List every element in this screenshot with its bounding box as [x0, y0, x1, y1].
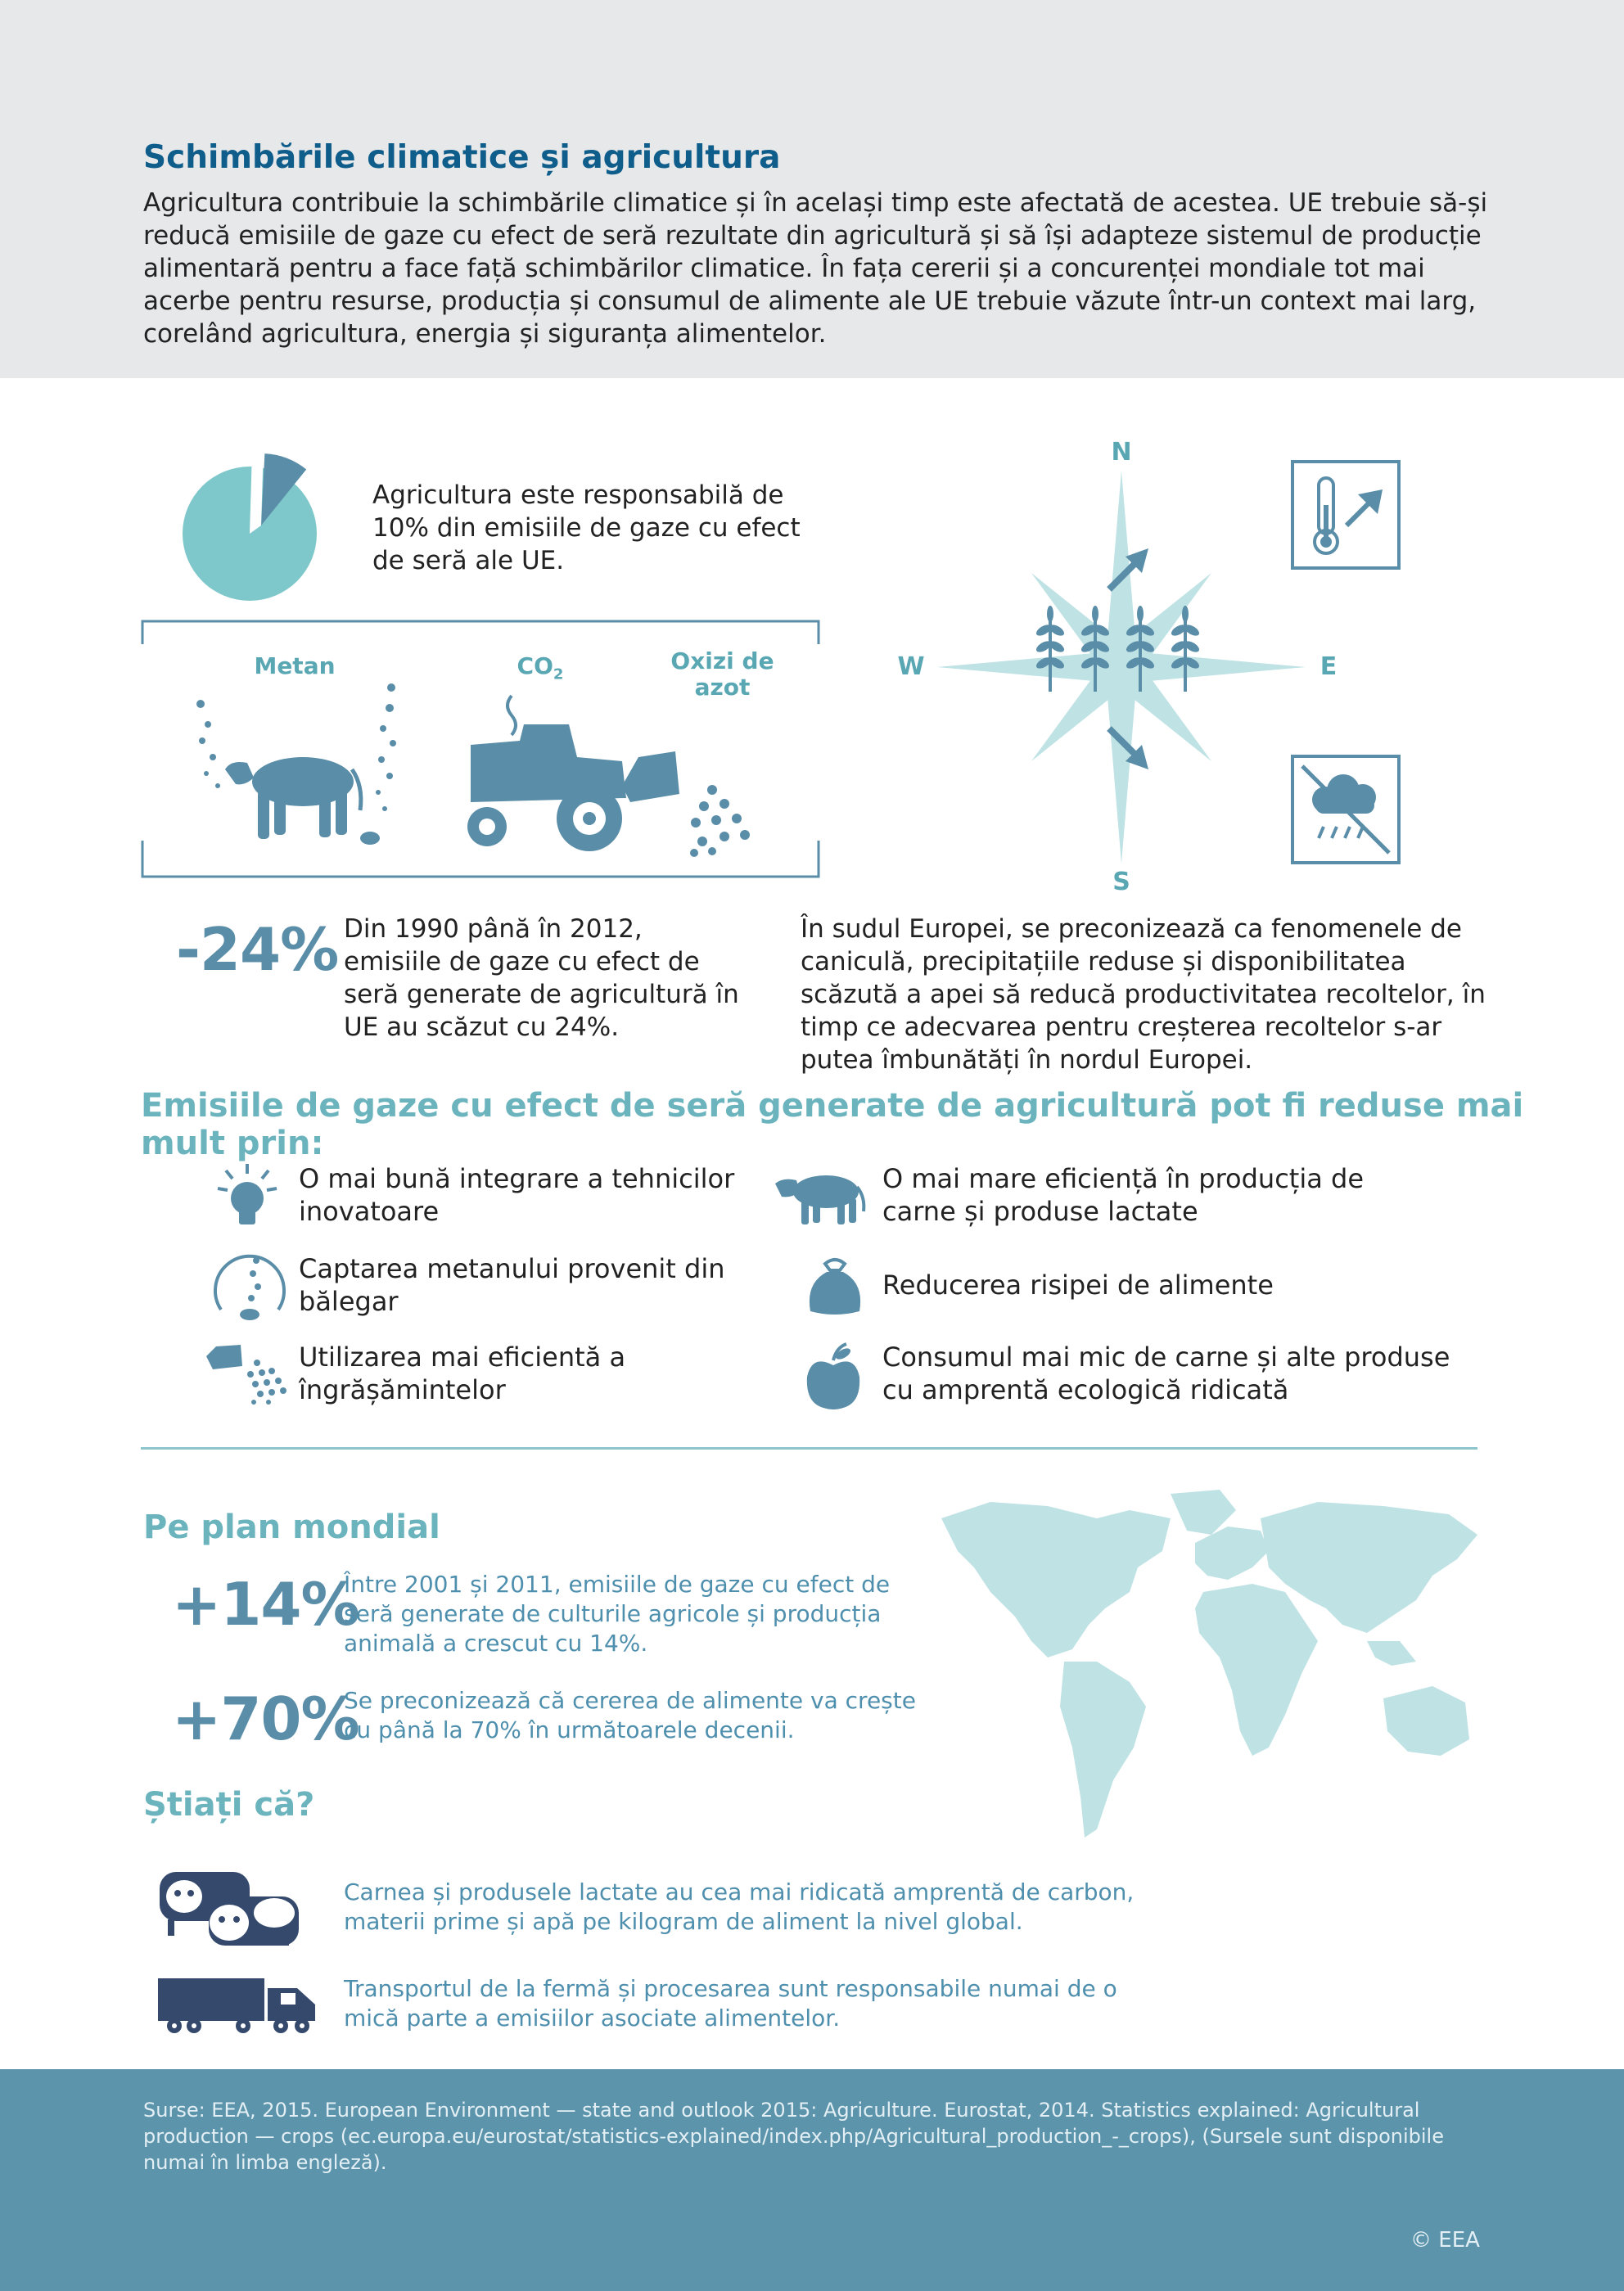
south-america — [1060, 1662, 1146, 1838]
pie-text: Agricultura este responsabilă de 10% din emisiile de gaze cu efect de seră ale UE. — [372, 480, 801, 575]
cows-pair-icon — [151, 1864, 323, 1946]
compass-w: W — [897, 652, 925, 681]
compass-s: S — [1112, 868, 1130, 896]
reduction-item-6: Consumul mai mic de carne și alte produse cu amprentă ecologică ridicată — [882, 1342, 1450, 1405]
page-title: Schimbările climatice și agricultura — [143, 139, 781, 176]
world-map-icon — [925, 1486, 1482, 1846]
reduction-item-2: O mai mare eficiență în producția de carne și produse lactate — [882, 1163, 1365, 1227]
fertilizer-icon — [205, 1338, 295, 1412]
compass-e: E — [1320, 652, 1338, 681]
did-you-know-fact2: Transportul de la fermă și procesarea sunt responsabile numai de o mică parte a emisiilor asociate alimentelor. — [344, 1975, 1117, 2032]
tractor-icon — [462, 696, 643, 851]
north-america — [941, 1502, 1171, 1657]
africa — [1195, 1584, 1318, 1756]
reduction-item-4: Reducerea risipei de alimente — [882, 1270, 1274, 1301]
cow-icon — [774, 1162, 872, 1228]
reduction-heading: Emisiile de gaze cu efect de seră generate de agricultură pot fi reduse mai mult prin: — [141, 1087, 1524, 1162]
did-you-know-fact1: Carnea și produsele lactate au cea mai ridicată amprentă de carbon, materii prime și apă pe kilogram de aliment la nivel global. — [344, 1878, 1135, 1935]
compass-text: În sudul Europei, se preconizează ca fenomenele de caniculă, precipitațiile reduse și disponibilitatea scăzută a apei să reducă productivitatea recoltelor, în timp ce adecvarea pentru creșterea recoltelor s-ar putea îmbunătăți în nordul Europei. — [801, 914, 1486, 1075]
footer-sources: Surse: EEA, 2015. European Environment — state and outlook 2015: Agriculture. Eurostat, 2014. Statistics explained: Agricultural production — crops (ec.europa.eu/eurostat/statistics-explained/index.php/Agricultural_production_-_crops), (Sursele sunt disponibile numai în limba engleză). — [143, 2099, 1444, 2174]
southeast-asia — [1367, 1641, 1416, 1666]
cow-methane-icon — [188, 688, 434, 851]
eu-trend-value: -24% — [176, 915, 339, 984]
reduction-item-5: Utilizarea mai eficientă a îngrășămintelor — [299, 1342, 626, 1405]
global-stat2-text: Se preconizează că cererea de alimente va crește cu până la 70% în următoarele decenii. — [344, 1687, 916, 1743]
waste-bag-icon — [802, 1254, 868, 1319]
reduced-rain-icon — [1291, 755, 1401, 864]
global-stat1-text: Între 2001 și 2011, emisiile de gaze cu efect de seră generate de culturile agricole și producția animală a crescut cu 14%. — [344, 1571, 891, 1657]
global-stat2-value: +70% — [172, 1684, 359, 1753]
eu-trend-text: Din 1990 până în 2012, emisiile de gaze cu efect de seră generate de agricultură în UE au scăzut cu 24%. — [344, 914, 739, 1042]
lightbulb-icon — [214, 1162, 280, 1228]
reduction-item-3: Captarea metanului provenit din bălegar — [299, 1253, 725, 1317]
apple-icon — [801, 1342, 866, 1416]
compass-rose-icon — [888, 471, 1347, 864]
co2-subscript: 2 — [553, 665, 564, 683]
co2-text: CO — [517, 652, 553, 679]
thermometer-rising-icon — [1291, 460, 1401, 570]
truck-icon — [158, 1977, 322, 2034]
reduction-item-1: O mai bună integrare a tehnicilor inovatoare — [299, 1163, 735, 1227]
pie-chart — [176, 442, 340, 606]
intro-paragraph: Agricultura contribuie la schimbările climatice și în același timp este afectată de acestea. UE trebuie să-și reducă emisiile de gaze cu efect de seră rezultate din agricultură și să își adapteze sistemul de producție alimentară pentru a face față schimbărilor climatice. În fața cererii și a concurenței mondiale tot mai acerbe pentru resurse, producția și consumul de alimente ale UE trebuie văzute într-un context mai larg, corelând agricultura, energia și siguranța alimentelor. — [143, 188, 1488, 349]
label-co2 — [491, 652, 589, 683]
methane-capture-icon — [209, 1246, 291, 1328]
label-nitrogen: Oxizi de azot — [670, 647, 774, 701]
header-band — [0, 0, 1624, 378]
global-stat1-value: +14% — [172, 1570, 359, 1639]
europe — [1195, 1527, 1269, 1580]
section-divider — [141, 1447, 1477, 1450]
global-heading: Pe plan mondial — [143, 1509, 440, 1546]
wheat-stalk-1 — [1035, 606, 1066, 692]
did-you-know-heading: Știați că? — [143, 1786, 315, 1824]
compass-n: N — [1111, 438, 1132, 467]
label-methane: Metan — [254, 652, 336, 679]
tractor-trailer-icon — [622, 745, 761, 909]
australia — [1383, 1686, 1469, 1756]
footer-copyright: © EEA — [1410, 2228, 1480, 2253]
